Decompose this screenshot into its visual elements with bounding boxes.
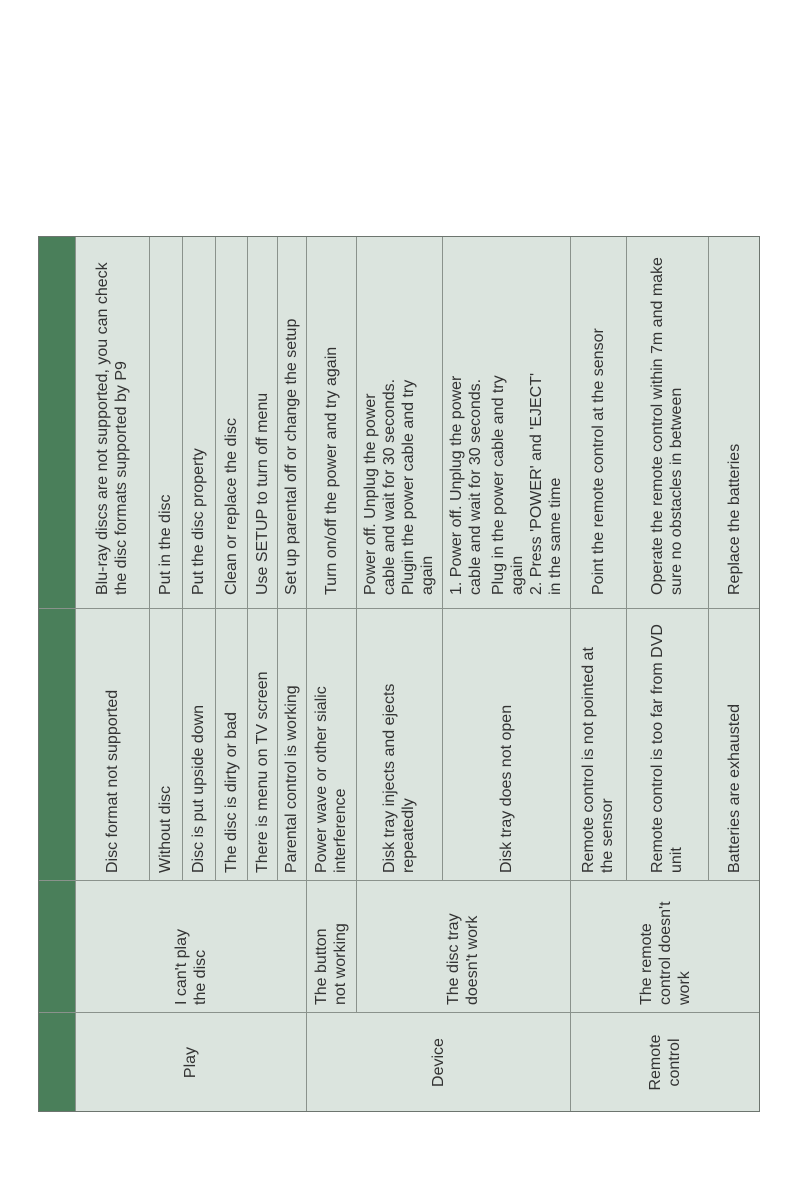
problem-group-cell [306,881,356,1013]
table-divider [442,236,443,881]
solution-text: Turn on/off the power and try again [322,346,340,595]
problem-cell [182,609,215,881]
problem-cell [277,609,306,881]
category-label: Remote control [647,1034,683,1091]
solution-text: Put the disc property [190,448,207,595]
table-divider [149,236,150,881]
solution-text: Plug in the power cable and try again [490,375,526,595]
table-divider [626,236,627,881]
table-divider [247,236,248,881]
problem-cell [708,609,760,881]
solution-cell [182,236,215,609]
problem-cell [570,609,626,881]
problem-text: Remote control is not pointed at the sensor [580,647,616,873]
problem-group-label: I can't play the disc [172,929,209,1005]
solution-text: Set up parental off or change the setup [283,318,300,595]
problem-cell [626,609,708,881]
problem-text: Remote control is too far from DVD unit [649,624,685,873]
problem-text: Disk tray injects and ejects repeatedly [381,683,417,873]
problem-group-label: The disc tray doesn't work [445,913,481,1005]
solution-text: 1. Power off. Unplug the power cable and wait for 30 seconds. [448,375,484,595]
category-cell-play [75,1013,306,1112]
solution-cell [570,236,626,609]
solution-text: Plugin the power cable and try again [400,379,436,595]
table-divider [182,236,183,881]
table-divider [306,236,307,1112]
problem-text: Disc format not supported [103,689,121,873]
problem-cell [75,609,149,881]
table-divider [38,1012,760,1013]
problem-cell [215,609,247,881]
category-cell-remote-control [570,1013,760,1112]
problem-text: Disc is put upside down [190,704,207,873]
category-label: Play [182,1046,199,1079]
table-header-bar [38,236,75,1112]
table-divider [38,608,760,609]
solution-text: Operate the remote control within 7m and make sure no obstacles in between [649,257,685,595]
solution-cell [277,236,306,609]
solution-text: Replace the batteries [725,443,743,595]
problem-group-cell [75,881,306,1013]
table-divider [215,236,216,881]
problem-group-cell [570,881,760,1013]
problem-text: Parental control is working [283,685,300,873]
problem-text: The disc is dirty or bad [222,712,240,873]
solution-text: 2. Press 'POWER' and 'EJECT' in the same time [528,372,564,595]
solution-text: Power off. Unplug the power cable and wait for 30 seconds. [362,378,398,595]
solution-text: Use SETUP to turn off menu [253,392,271,595]
problem-text: There is menu on TV screen [253,671,271,873]
table-divider [708,236,709,881]
troubleshooting-table [38,236,760,1112]
category-label: Device [429,1038,447,1087]
problem-cell [149,609,182,881]
solution-text: Point the remote control at the sensor [589,328,607,595]
category-cell-device [306,1013,570,1112]
solution-text: Clean or replace the disc [222,418,240,595]
problem-text: Without disc [157,785,174,873]
problem-cell [247,609,277,881]
problem-cell [306,609,356,881]
table-divider [277,236,278,881]
table-divider [356,236,357,1013]
solution-cell [149,236,182,609]
solution-cell [306,236,356,609]
solution-cell [247,236,277,609]
solution-cell [356,236,442,609]
table-divider [570,236,571,1112]
problem-text: Disk tray does not open [497,704,515,873]
problem-text: Power wave or other sialic interference [313,686,349,873]
table-divider [75,236,76,1112]
problem-group-cell [356,881,570,1013]
solution-text: Blu-ray discs are not supported, you can check the disc formats supported by P9 [94,262,130,595]
solution-cell [708,236,760,609]
problem-text: Batteries are exhausted [725,704,743,873]
solution-cell [75,236,149,609]
solution-cell [626,236,708,609]
solution-cell [442,236,570,609]
problem-group-label: The button not working [313,923,349,1005]
solution-cell [215,236,247,609]
table-divider [38,880,760,881]
solution-text: Put in the disc [157,494,174,595]
problem-cell [356,609,442,881]
problem-group-label: The remote control doesn't work [637,901,693,1005]
problem-cell [442,609,570,881]
